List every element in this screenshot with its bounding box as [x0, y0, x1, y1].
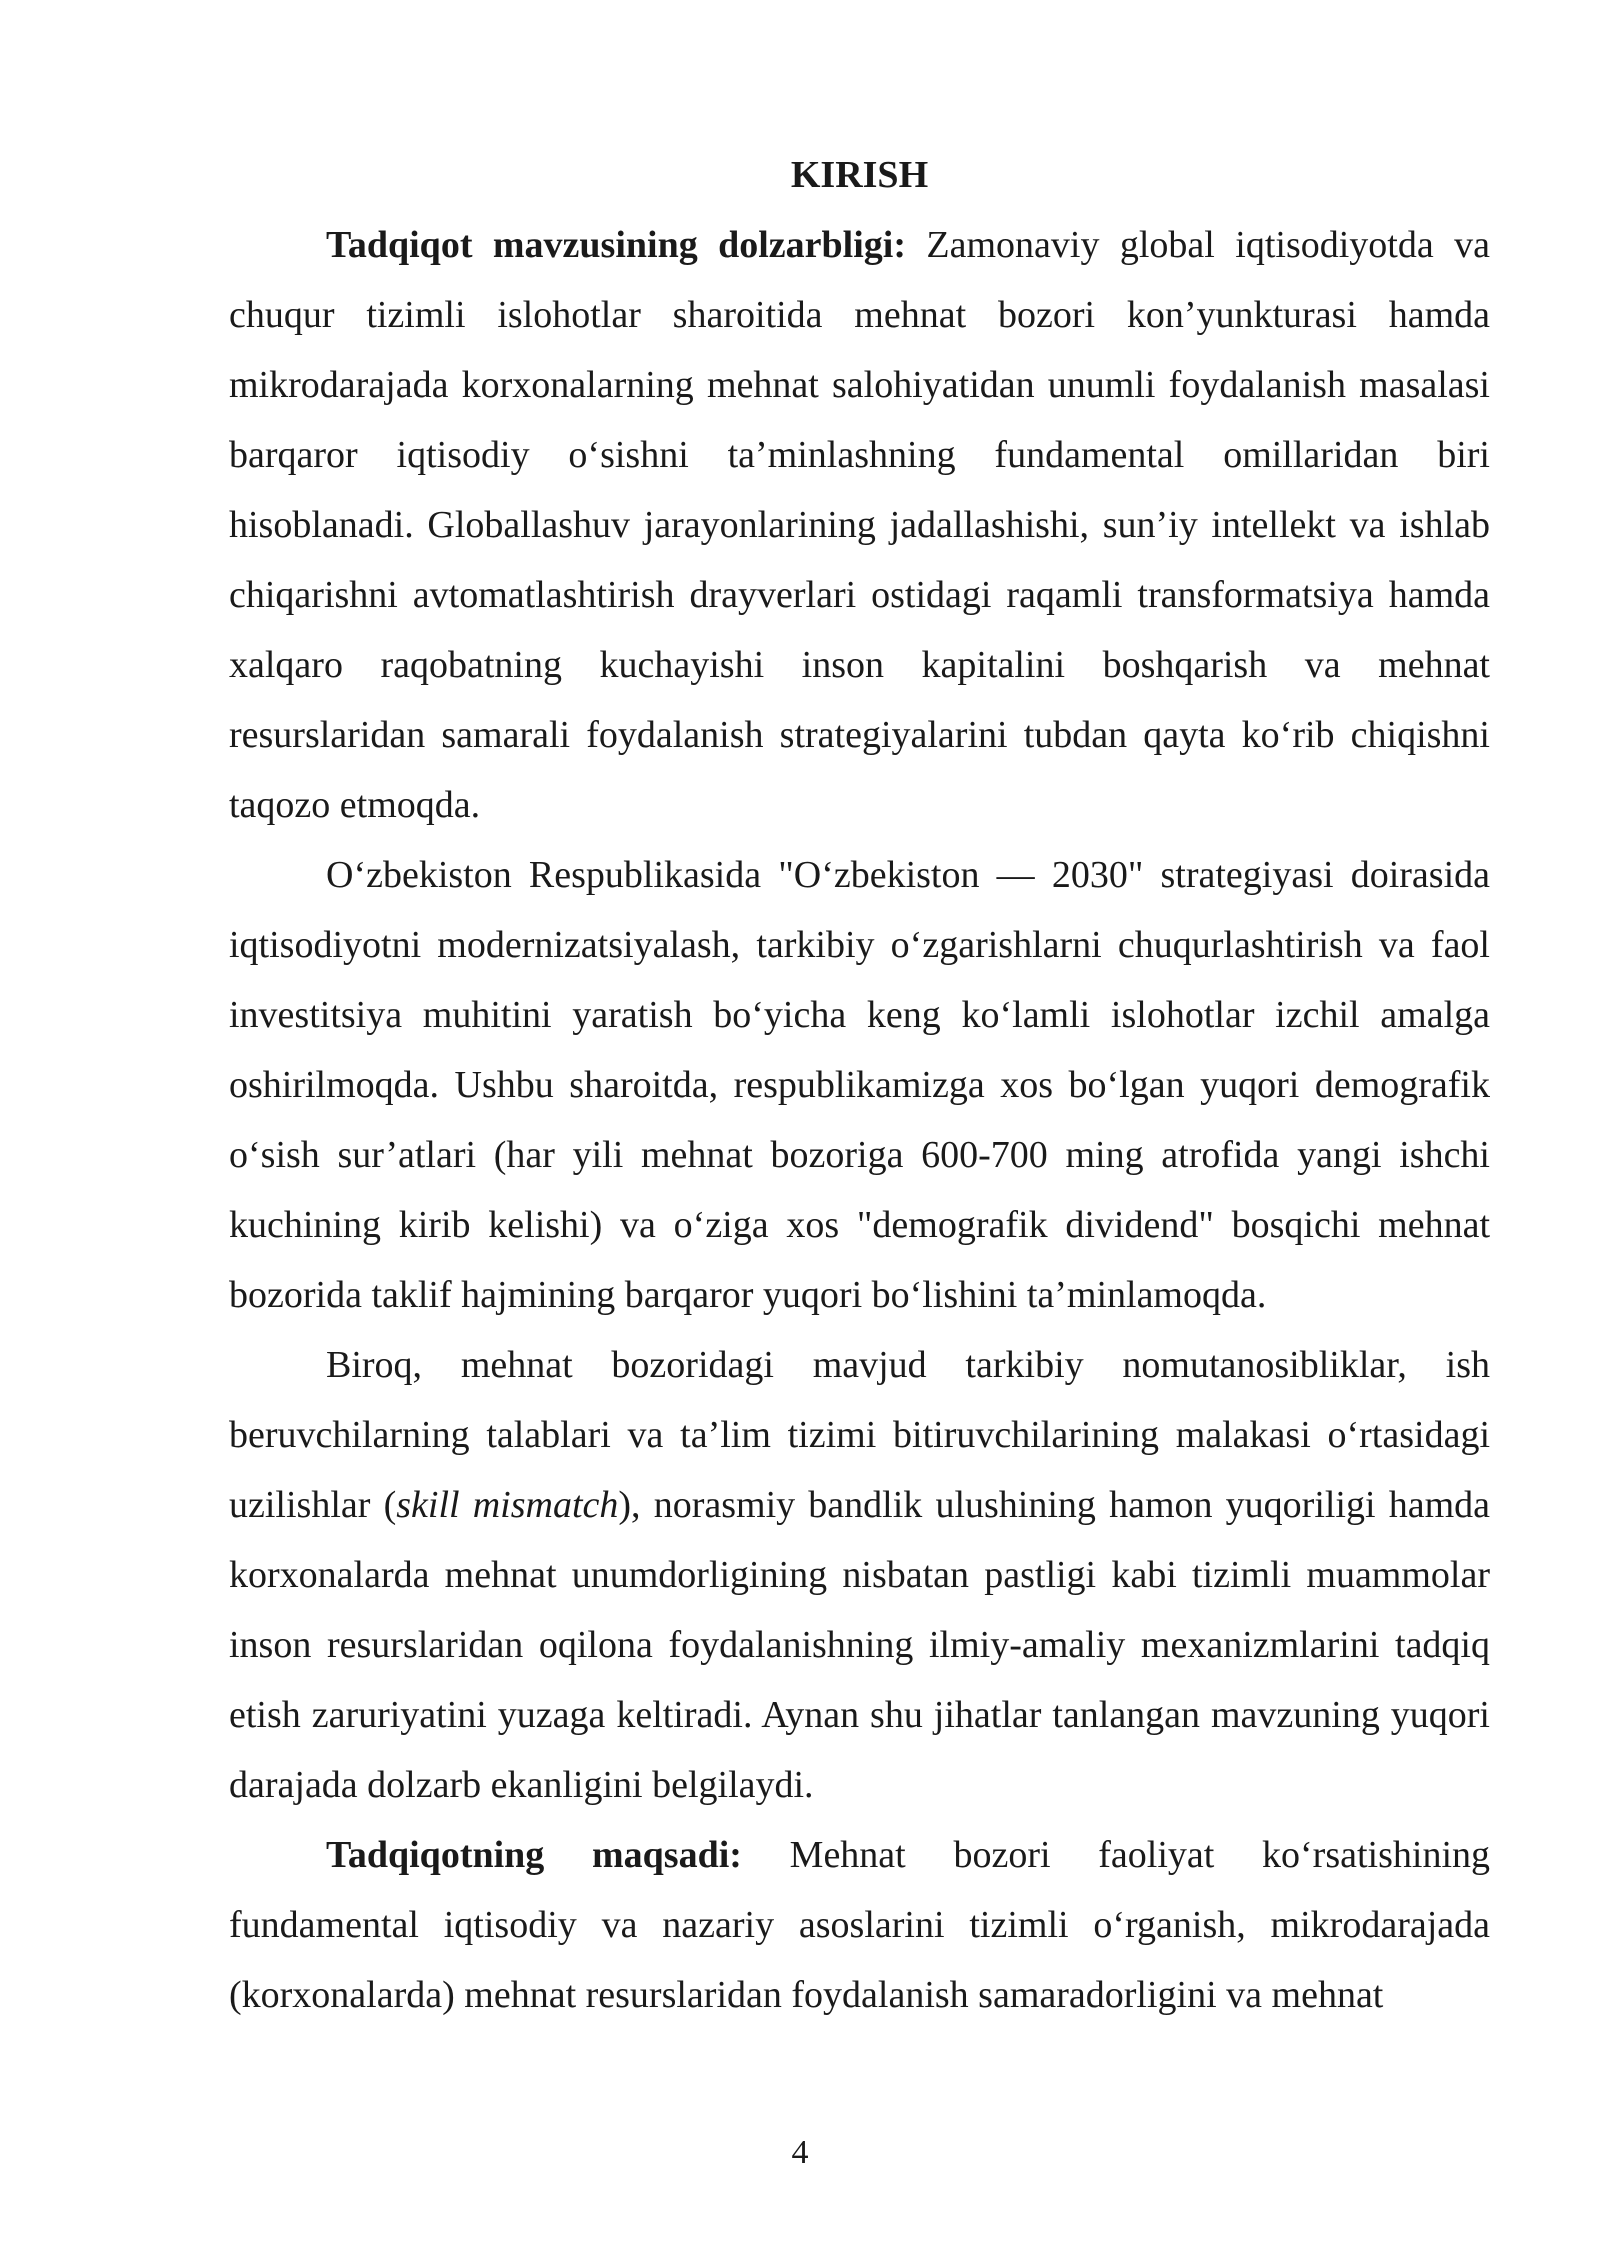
paragraph-text: ), norasmiy bandlik ulushining hamon yuqoriligi hamda korxonalarda mehnat unumdorligining nisbatan pastligi kabi tizimli muammolar inson resurslaridan oqilona foydalanishning ilmiy-amaliy mexanizmlarini tadqiq etish zaruriyatini yuzaga keltiradi. Aynan shu jihatlar tanlangan mavzuning yuqori darajada dolzarb ekanligini belgilaydi. [229, 1484, 1491, 1806]
paragraph-relevance [229, 210, 1490, 840]
page-number: 4 [791, 2134, 809, 2171]
paragraph-text: Zamonaviy global iqtisodiyotda va chuqur tizimli islohotlar sharoitida mehnat bozori kon’yunkturasi hamda mikrodarajada korxonalarning mehnat salohiyatidan unumli foydalanish masalasi barqaror iqtisodiy o‘sishni ta’minlashning fundamental omillaridan biri hisoblanadi. Globallashuv jarayonlarining jadallashishi, sun’iy intellekt va ishlab chiqarishni avtomatlashtirish drayverlari ostidagi raqamli transformatsiya hamda xalqaro raqobatning kuchayishi inson kapitalini boshqarish va mehnat resurslaridan samarali foydalanish strategiyalarini tubdan qayta ko‘rib chiqishni taqozo etmoqda. [229, 224, 1490, 826]
paragraph-strategy [229, 840, 1490, 1330]
paragraph-text: Mehnat bozori faoliyat ko‘rsatishining fundamental iqtisodiy va nazariy asoslarini tizimli o‘rganish, mikrodarajada (korxonalarda) mehnat resurslaridan foydalanish samaradorligini va mehnat [229, 1834, 1490, 2016]
page-content [229, 140, 1490, 2030]
paragraph-goal [229, 1820, 1490, 2030]
paragraph-problems [229, 1330, 1490, 1820]
paragraph-text: Biroq, mehnat bozoridagi mavjud tarkibiy nomutanosibliklar, ish beruvchilarning talablari va ta’lim tizimi bitiruvchilarining malakasi o‘rtasidagi uzilishlar ( [229, 1344, 1490, 1526]
paragraph-text: O‘zbekiston Respublikasida "O‘zbekiston — 2030" strategiyasi doirasida iqtisodiyotni modernizatsiyalash, tarkibiy o‘zgarishlarni chuqurlashtirish va faol investitsiya muhitini yaratish bo‘yicha keng ko‘lamli islohotlar izchil amalga oshirilmoqda. Ushbu sharoitda, respublikamizga xos bo‘lgan yuqori demografik o‘sish sur’atlari (har yili mehnat bozoriga 600-700 ming atrofida yangi ishchi kuchining kirib kelishi) va o‘ziga xos "demografik dividend" bosqichi mehnat bozorida taklif hajmining barqaror yuqori bo‘lishini ta’minlamoqda. [229, 854, 1490, 1316]
paragraph-lead: Tadqiqotning maqsadi: [326, 1834, 742, 1876]
section-heading: KIRISH [790, 154, 929, 196]
italic-term: skill mismatch [396, 1484, 619, 1526]
paragraph-lead: Tadqiqot mavzusining dolzarbligi: [326, 224, 906, 266]
